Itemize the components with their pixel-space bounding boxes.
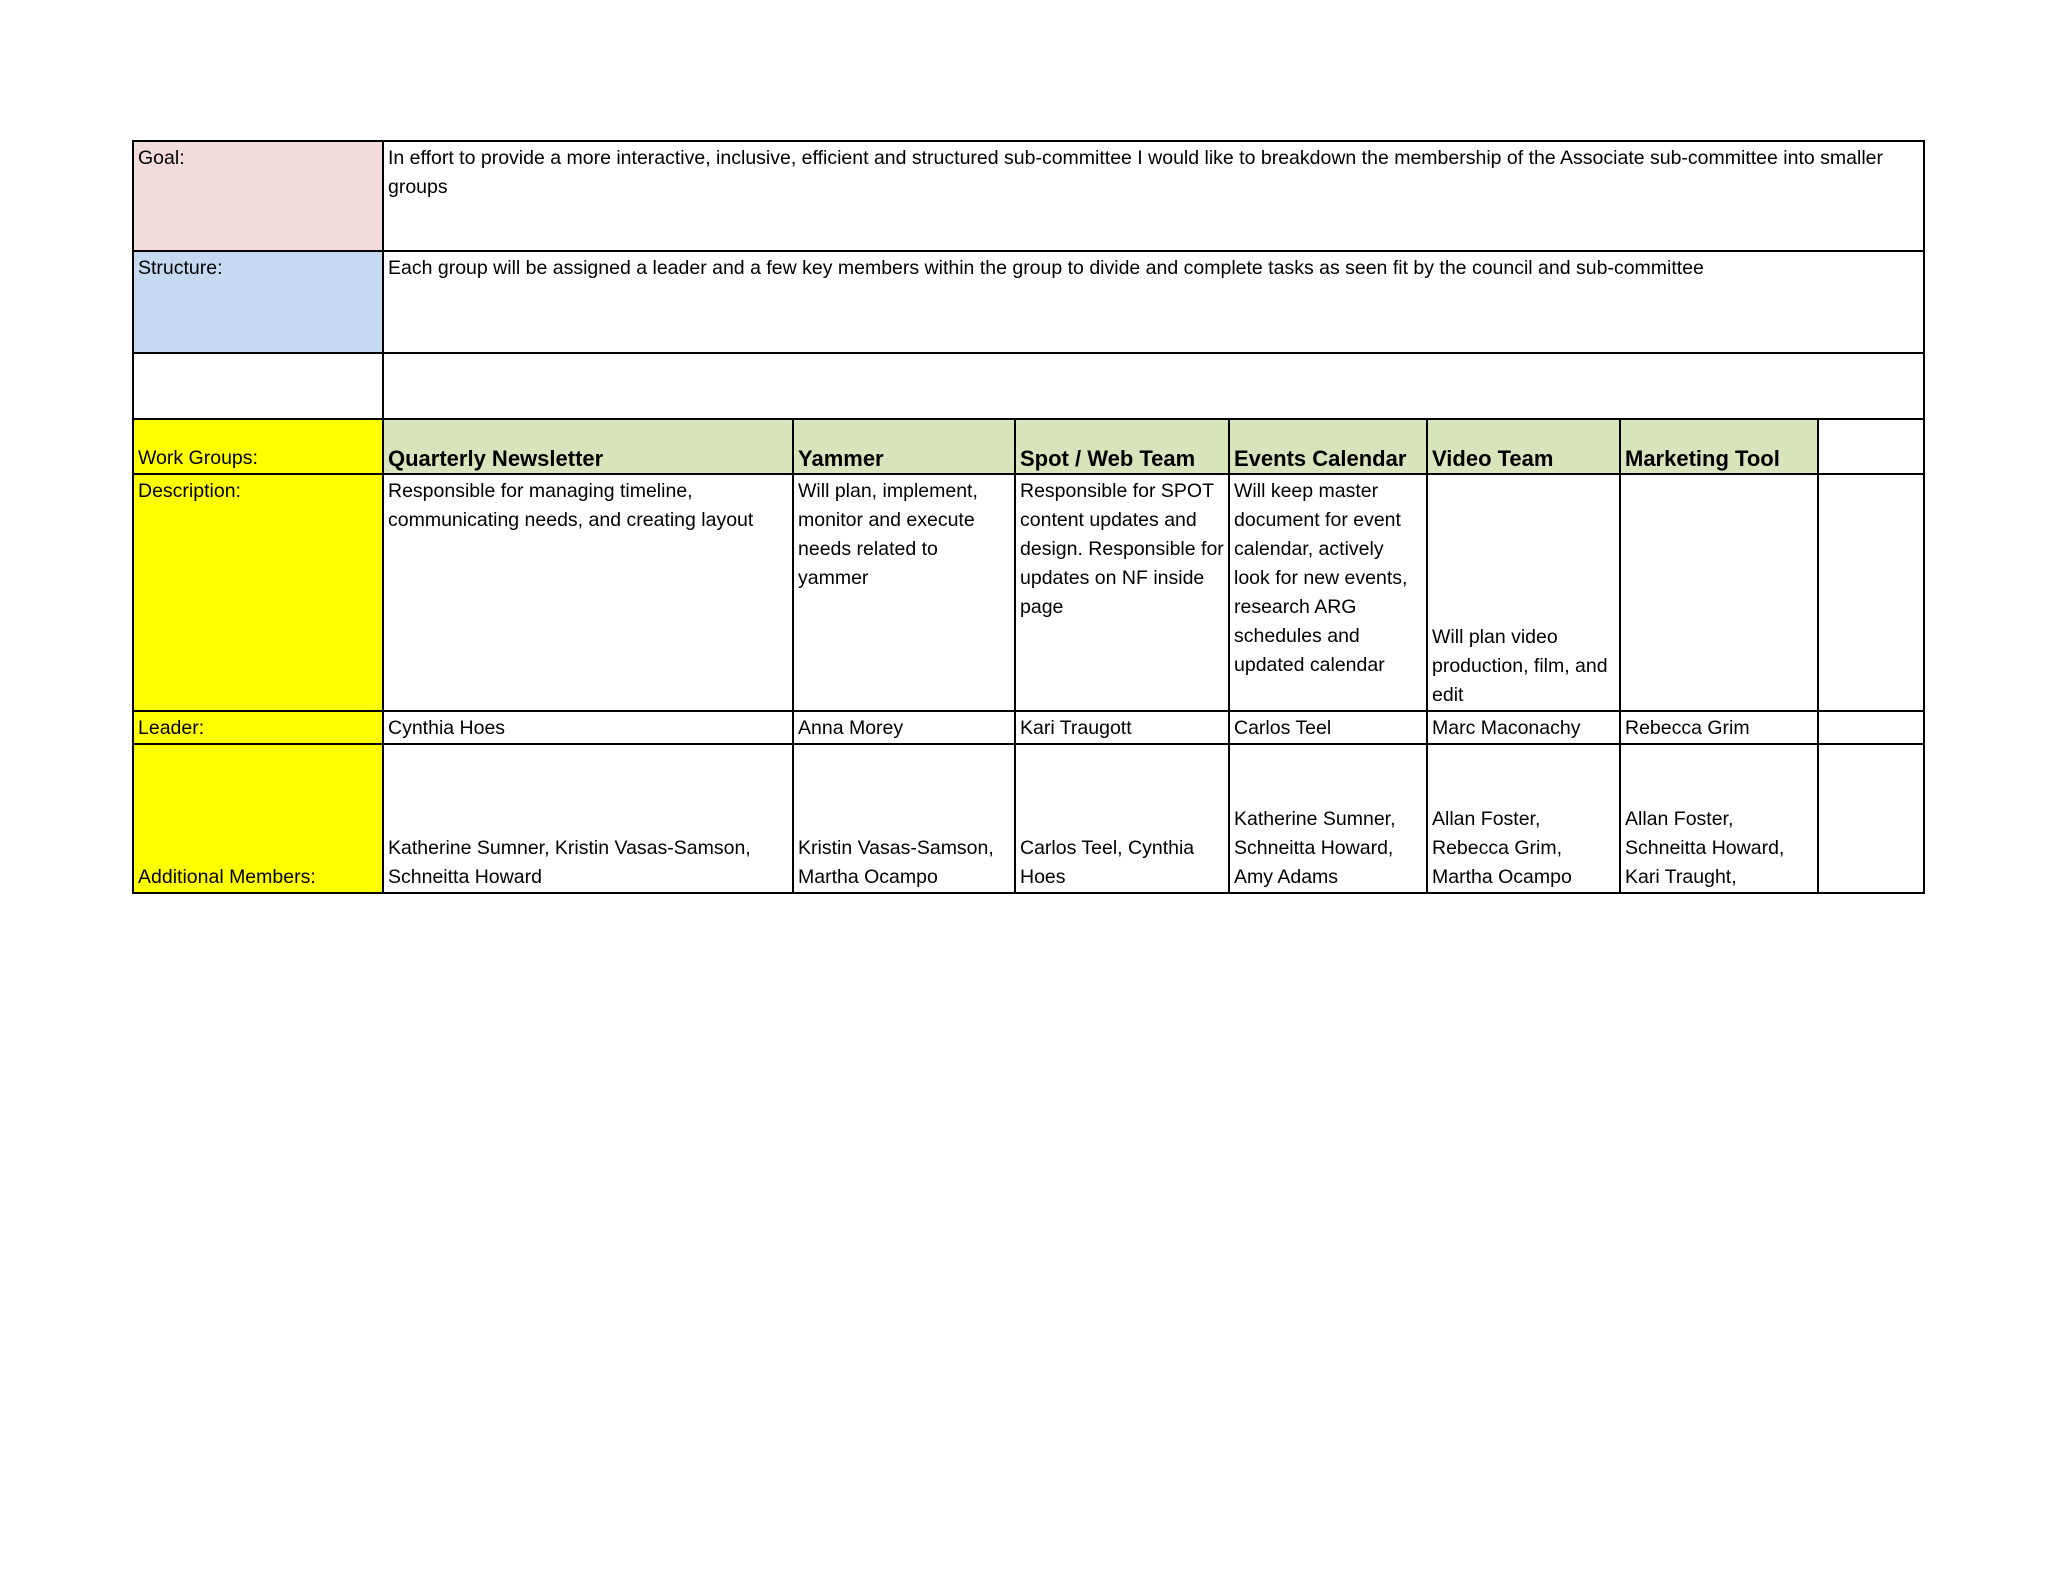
group-header: Marketing Tool bbox=[1620, 419, 1818, 474]
work-groups-row bbox=[133, 419, 1924, 474]
additional-members-label: Additional Members: bbox=[133, 744, 383, 893]
structure-row bbox=[133, 251, 1924, 353]
work-groups-table bbox=[132, 140, 1925, 894]
group-members: Katherine Sumner, Schneitta Howard, Amy Adams bbox=[1229, 744, 1427, 893]
goal-label: Goal: bbox=[133, 141, 383, 251]
group-leader: Carlos Teel bbox=[1229, 711, 1427, 744]
group-members: Allan Foster, Schneitta Howard, Kari Traught, bbox=[1620, 744, 1818, 893]
group-header: Quarterly Newsletter bbox=[383, 419, 793, 474]
structure-label: Structure: bbox=[133, 251, 383, 353]
empty-cell bbox=[1818, 419, 1924, 474]
blank-row bbox=[133, 353, 1924, 419]
group-leader: Anna Morey bbox=[793, 711, 1015, 744]
group-members: Carlos Teel, Cynthia Hoes bbox=[1015, 744, 1229, 893]
description-label: Description: bbox=[133, 474, 383, 711]
group-header: Spot / Web Team bbox=[1015, 419, 1229, 474]
goal-row bbox=[133, 141, 1924, 251]
group-leader: Marc Maconachy bbox=[1427, 711, 1620, 744]
empty-cell bbox=[1818, 744, 1924, 893]
structure-text: Each group will be assigned a leader and a few key members within the group to divide and complete tasks as seen fit by the council and sub-committee bbox=[383, 251, 1924, 353]
blank-cell bbox=[383, 353, 1924, 419]
group-header: Video Team bbox=[1427, 419, 1620, 474]
group-description: Responsible for SPOT content updates and design. Responsible for updates on NF inside page bbox=[1015, 474, 1229, 711]
group-header: Yammer bbox=[793, 419, 1015, 474]
blank-cell bbox=[133, 353, 383, 419]
group-description: Will keep master document for event calendar, actively look for new events, research ARG schedules and updated calendar bbox=[1229, 474, 1427, 711]
empty-cell bbox=[1818, 711, 1924, 744]
group-leader: Kari Traugott bbox=[1015, 711, 1229, 744]
additional-members-row bbox=[133, 744, 1924, 893]
leader-label: Leader: bbox=[133, 711, 383, 744]
leader-row bbox=[133, 711, 1924, 744]
goal-text: In effort to provide a more interactive, inclusive, efficient and structured sub-committee I would like to breakdown the membership of the Associate sub-committee into smaller groups bbox=[383, 141, 1924, 251]
group-header: Events Calendar bbox=[1229, 419, 1427, 474]
group-members: Katherine Sumner, Kristin Vasas-Samson, Schneitta Howard bbox=[383, 744, 793, 893]
work-groups-label: Work Groups: bbox=[133, 419, 383, 474]
group-members: Allan Foster, Rebecca Grim, Martha Ocampo bbox=[1427, 744, 1620, 893]
group-leader: Rebecca Grim bbox=[1620, 711, 1818, 744]
group-description: Will plan video production, film, and edit bbox=[1427, 474, 1620, 711]
description-row bbox=[133, 474, 1924, 711]
group-members: Kristin Vasas-Samson, Martha Ocampo bbox=[793, 744, 1015, 893]
group-description: Responsible for managing timeline, communicating needs, and creating layout bbox=[383, 474, 793, 711]
group-description: Will plan, implement, monitor and execute needs related to yammer bbox=[793, 474, 1015, 711]
empty-cell bbox=[1818, 474, 1924, 711]
group-leader: Cynthia Hoes bbox=[383, 711, 793, 744]
group-description bbox=[1620, 474, 1818, 711]
